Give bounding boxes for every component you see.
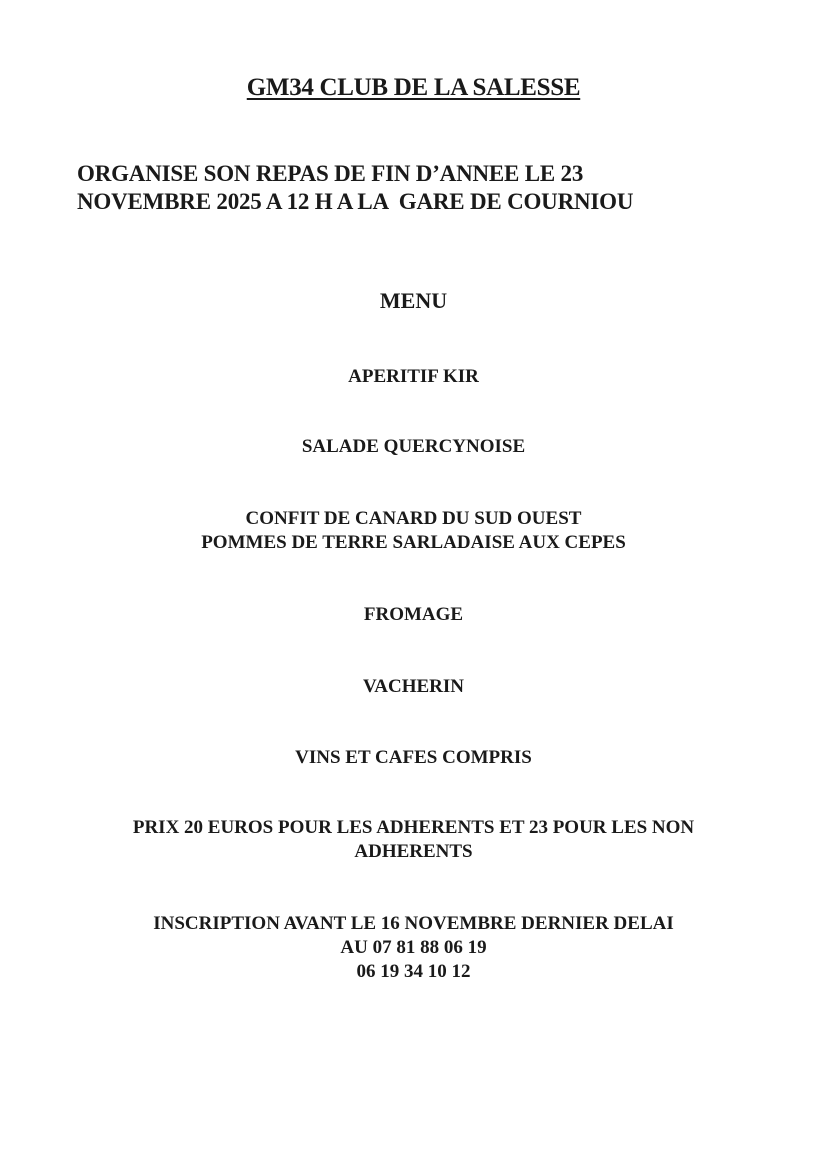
registration-deadline: INSCRIPTION AVANT LE 16 NOVEMBRE DERNIER DELAI xyxy=(153,913,674,934)
menu-heading: MENU xyxy=(379,288,448,313)
phone-number: 06 19 34 10 12 xyxy=(356,961,471,982)
registration-info xyxy=(0,912,827,984)
price-line: ADHERENTS xyxy=(354,841,473,862)
announcement-line: ORGANISE SON REPAS DE FIN D’ANNEE LE 23 xyxy=(77,161,584,186)
menu-item-drinks xyxy=(0,746,827,770)
menu-item-text: POMMES DE TERRE SARLADAISE AUX CEPES xyxy=(201,532,626,553)
menu-item-text: VACHERIN xyxy=(362,676,464,697)
menu-item-dessert xyxy=(0,675,827,699)
menu-item-main xyxy=(0,507,827,555)
menu-item-text: APERITIF KIR xyxy=(348,366,479,387)
club-title: GM34 CLUB DE LA SALESSE xyxy=(246,74,581,101)
menu-item-aperitif xyxy=(0,365,827,389)
menu-item-cheese xyxy=(0,603,827,627)
price-info xyxy=(0,816,827,864)
menu-item-text: VINS ET CAFES COMPRIS xyxy=(295,747,532,768)
announcement-line: NOVEMBRE 2025 A 12 H A LA GARE DE COURNIOU xyxy=(77,189,634,214)
menu-item-text: SALADE QUERCYNOISE xyxy=(301,436,526,457)
phone-number: AU 07 81 88 06 19 xyxy=(340,937,487,958)
menu-item-text: CONFIT DE CANARD DU SUD OUEST xyxy=(245,508,582,529)
menu-item-text: FROMAGE xyxy=(363,604,464,625)
menu-item-starter xyxy=(0,435,827,459)
price-line: PRIX 20 EUROS POUR LES ADHERENTS ET 23 POUR LES NON xyxy=(132,817,695,838)
event-announcement xyxy=(77,160,737,216)
